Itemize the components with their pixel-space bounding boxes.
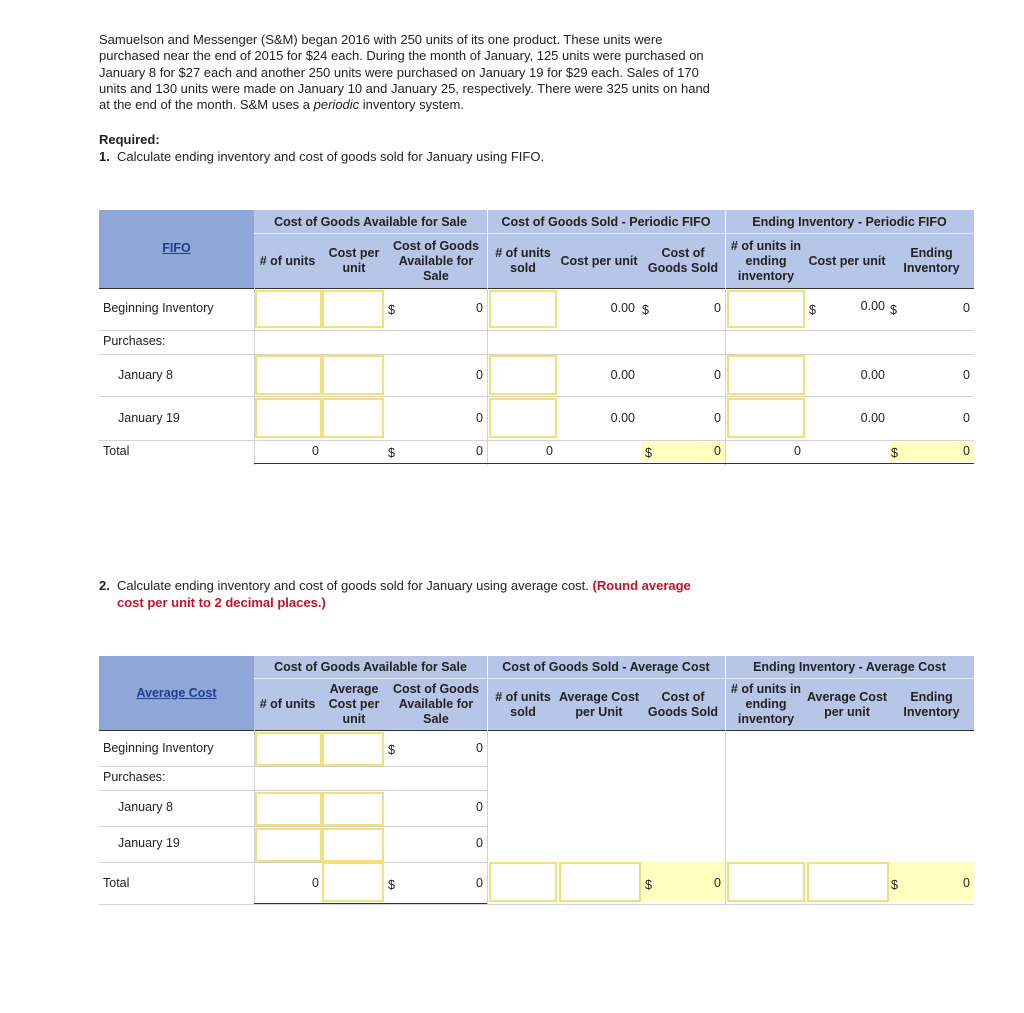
average-cost-label[interactable] [99, 680, 254, 706]
col-average-cost-ending: Average Cost per unit [806, 689, 888, 719]
average-cost-table [99, 656, 974, 906]
fifo-jan8-cost-input[interactable] [322, 355, 384, 395]
col-average-cost: Average Cost per unit [328, 682, 380, 726]
avg-total-cost-available: 0 [476, 876, 483, 890]
group-sold: Cost of Goods Sold - Periodic FIFO [501, 215, 711, 229]
dollar-sign: $ [645, 878, 652, 892]
avg-units-sold-input[interactable] [489, 862, 557, 902]
fifo-beginning-cogs: 0 [714, 301, 721, 315]
avg-jan19-cost-input[interactable] [322, 828, 384, 862]
avg-cost-per-unit-ending-input[interactable] [807, 862, 889, 902]
fifo-jan8-units-ending-input[interactable] [727, 355, 805, 395]
fifo-jan19-units-sold-input[interactable] [489, 398, 557, 438]
avg-total-units: 0 [312, 876, 319, 890]
col-units-sold: # of units sold [495, 689, 551, 719]
fifo-beginning-cost-available: 0 [476, 301, 483, 315]
required-heading: Required: [99, 132, 160, 147]
avg-jan8-cost-available: 0 [476, 800, 483, 814]
intro-line: January 8 for $27 each and another 250 units were purchased on January 19 for $29 each. Sales of 170 [99, 64, 699, 80]
intro-text: inventory system. [359, 97, 464, 113]
avg-jan19-cost-available: 0 [476, 836, 483, 850]
dollar-sign: $ [891, 878, 898, 892]
row-label-beginning: Beginning Inventory [103, 301, 214, 315]
group-sold: Cost of Goods Sold - Average Cost [502, 660, 710, 674]
dollar-sign: $ [890, 303, 897, 317]
fifo-jan8-cost-per-unit-sold: 0.00 [610, 368, 635, 382]
col-average-cost-sold: Average Cost per Unit [558, 689, 640, 719]
fifo-total-cost-available: 0 [476, 444, 483, 458]
dollar-sign: $ [809, 303, 816, 317]
question-1 [99, 149, 544, 164]
row-label-beginning: Beginning Inventory [103, 741, 214, 755]
avg-cost-per-unit-sold-input[interactable] [559, 862, 641, 902]
problem-statement [99, 32, 739, 113]
fifo-beginning-units-sold-input[interactable] [489, 290, 557, 328]
dollar-sign: $ [388, 303, 395, 317]
avg-jan8-units-input[interactable] [255, 792, 322, 826]
intro-line [99, 97, 739, 113]
fifo-jan19-units-input[interactable] [255, 398, 322, 438]
avg-total-average-cost-input[interactable] [322, 862, 384, 902]
row-label-jan19: January 19 [118, 411, 180, 425]
avg-beginning-cost-available: 0 [476, 741, 483, 755]
dollar-sign: $ [388, 878, 395, 892]
avg-beginning-units-input[interactable] [255, 732, 322, 766]
col-units-ending: # of units in ending inventory [730, 682, 802, 726]
col-cost-per-unit-ending: Cost per unit [808, 253, 886, 268]
col-cogs: Cost of Goods Sold [647, 689, 719, 719]
avg-total-cogs: 0 [714, 876, 721, 890]
dollar-sign: $ [388, 743, 395, 757]
average-cost-link[interactable]: Average Cost [136, 685, 217, 700]
intro-text: at the end of the month. S&M uses a [99, 97, 314, 113]
fifo-link[interactable]: FIFO [162, 240, 191, 255]
col-cost-available: Cost of Goods Available for Sale [392, 682, 480, 726]
avg-beginning-cost-input[interactable] [322, 732, 384, 766]
question-text: Calculate ending inventory and cost of goods sold for January using FIFO. [117, 149, 545, 164]
col-units-ending: # of units in ending inventory [730, 238, 802, 283]
fifo-jan19-cost-available: 0 [476, 411, 483, 425]
fifo-total-units-sold: 0 [546, 444, 553, 458]
fifo-beginning-cost-per-unit-sold: 0.00 [610, 301, 635, 315]
question-2 [99, 578, 739, 611]
avg-total-ending-inventory: 0 [963, 876, 970, 890]
dollar-sign: $ [388, 446, 395, 460]
intro-line: Samuelson and Messenger (S&M) began 2016 with 250 units of its one product. These units were [99, 32, 663, 47]
fifo-jan19-cost-per-unit-sold: 0.00 [610, 411, 635, 425]
col-cogs: Cost of Goods Sold [647, 246, 719, 275]
group-ending: Ending Inventory - Average Cost [753, 660, 946, 674]
fifo-jan8-cost-available: 0 [476, 368, 483, 382]
col-units-sold: # of units sold [495, 246, 551, 275]
col-units: # of units [259, 697, 316, 711]
fifo-total-units: 0 [312, 444, 319, 458]
col-units: # of units [259, 253, 316, 268]
fifo-jan8-cogs: 0 [714, 368, 721, 382]
fifo-total-units-ending: 0 [794, 444, 801, 458]
fifo-jan19-cogs: 0 [714, 411, 721, 425]
fifo-beginning-cost-per-unit-ending: 0.00 [860, 299, 885, 313]
intro-emphasis: periodic [313, 97, 360, 113]
row-label-jan8: January 8 [118, 368, 173, 382]
fifo-jan19-cost-per-unit-ending: 0.00 [860, 411, 885, 425]
question-number: 2. [99, 578, 110, 593]
row-label-purchases: Purchases: [103, 770, 166, 784]
avg-units-ending-input[interactable] [727, 862, 805, 902]
fifo-jan8-ending-inventory: 0 [963, 368, 970, 382]
intro-line: units and 130 units were made on January 10 and January 25, respectively. There were 325 units on hand [99, 80, 710, 96]
dollar-sign: $ [891, 446, 898, 460]
col-cost-per-unit: Cost per unit [328, 246, 380, 275]
fifo-jan8-units-input[interactable] [255, 355, 322, 395]
question-number: 1. [99, 149, 110, 164]
fifo-beginning-cost-input[interactable] [322, 290, 384, 328]
fifo-label[interactable] [99, 235, 254, 261]
fifo-beginning-ending-inventory: 0 [963, 301, 970, 315]
fifo-jan19-ending-inventory: 0 [963, 411, 970, 425]
fifo-jan8-cost-per-unit-ending: 0.00 [860, 368, 885, 382]
group-available: Cost of Goods Available for Sale [274, 660, 467, 674]
question-text: Calculate ending inventory and cost of goods sold for January using average cost. [117, 578, 589, 593]
col-cost-per-unit-sold: Cost per unit [560, 253, 638, 268]
fifo-total-ending-inventory: 0 [963, 444, 970, 458]
row-label-jan19: January 19 [118, 836, 180, 850]
dollar-sign: $ [642, 303, 649, 317]
fifo-jan8-units-sold-input[interactable] [489, 355, 557, 395]
fifo-total-cogs: 0 [714, 444, 721, 458]
col-ending-inventory: Ending Inventory [903, 246, 960, 275]
fifo-beginning-units-ending-input[interactable] [727, 290, 805, 328]
col-ending-inventory: Ending Inventory [903, 689, 960, 719]
group-ending: Ending Inventory - Periodic FIFO [752, 215, 947, 229]
rounding-note-cont: cost per unit to 2 decimal places.) [117, 594, 326, 610]
row-label-jan8: January 8 [118, 800, 173, 814]
fifo-beginning-units-input[interactable] [255, 290, 322, 328]
avg-jan8-cost-input[interactable] [322, 792, 384, 826]
fifo-jan19-units-ending-input[interactable] [727, 398, 805, 438]
avg-jan19-units-input[interactable] [255, 828, 322, 862]
col-cost-available: Cost of Goods Available for Sale [392, 238, 480, 283]
fifo-table [99, 210, 974, 465]
rounding-note: (Round average [592, 578, 691, 593]
dollar-sign: $ [645, 446, 652, 460]
fifo-jan19-cost-input[interactable] [322, 398, 384, 438]
row-label-purchases: Purchases: [103, 334, 166, 348]
group-available: Cost of Goods Available for Sale [274, 215, 467, 229]
row-label-total: Total [103, 444, 130, 458]
intro-line: purchased near the end of 2015 for $24 each. During the month of January, 125 units were purchased on [99, 48, 704, 64]
row-label-total: Total [103, 876, 130, 890]
